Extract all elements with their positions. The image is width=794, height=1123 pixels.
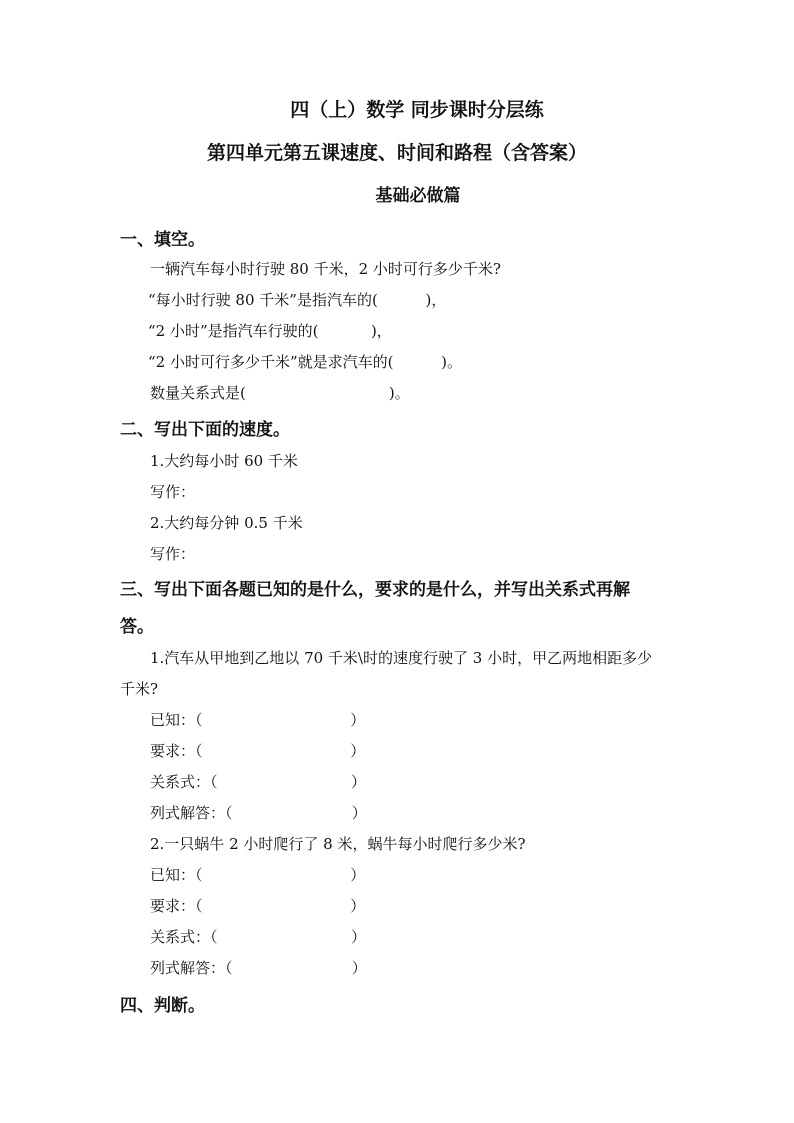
s3-p1-relation: 关系式：（ ） <box>150 773 367 791</box>
s3-problem-1: 1.汽车从甲地到乙地以 70 千米\时的速度行驶了 3 小时，甲乙两地相距多少 <box>150 649 653 667</box>
s3-p1-known: 已知：（ ） <box>150 711 366 729</box>
s3-p1-ask: 要求：（ ） <box>150 742 366 760</box>
s2-item-1: 1.大约每小时 60 千米 <box>150 452 298 470</box>
difficulty-level: 基础必做篇 <box>375 186 461 206</box>
s1-problem: 一辆汽车每小时行驶 80 千米，2 小时可行多少千米? <box>150 260 501 278</box>
s1-blank-speed: “每小时行驶 80 千米”是指汽车的( )， <box>148 291 447 309</box>
s2-write-1: 写作： <box>150 483 196 501</box>
section-2-heading: 二、写出下面的速度。 <box>120 420 290 440</box>
section-3-heading-cont: 答。 <box>120 617 154 637</box>
section-1-heading: 一、填空。 <box>120 230 205 250</box>
s1-blank-distance: “2 小时可行多少千米”就是求汽车的( )。 <box>148 353 463 371</box>
s2-item-2: 2.大约每分钟 0.5 千米 <box>150 514 303 532</box>
s1-blank-time: “2 小时”是指汽车行驶的( )， <box>148 322 392 340</box>
s2-write-2: 写作： <box>150 545 196 563</box>
s1-blank-relation: 数量关系式是( )。 <box>150 384 410 402</box>
s3-problem-2: 2.一只蜗牛 2 小时爬行了 8 米，蜗牛每小时爬行多少米? <box>150 835 526 853</box>
s3-problem-1-cont: 千米? <box>120 680 159 698</box>
s3-p2-relation: 关系式：（ ） <box>150 928 367 946</box>
section-3-heading: 三、写出下面各题已知的是什么，要求的是什么，并写出关系式再解 <box>120 580 630 600</box>
s3-p2-solution: 列式解答：（ ） <box>150 959 367 977</box>
section-4-heading: 四、判断。 <box>120 996 205 1016</box>
s3-p2-known: 已知：（ ） <box>150 866 366 884</box>
s3-p1-solution: 列式解答：（ ） <box>150 804 367 822</box>
worksheet-title: 四（上）数学 同步课时分层练 <box>290 99 544 121</box>
lesson-subtitle: 第四单元第五课速度、时间和路程（含答案） <box>206 142 587 164</box>
s3-p2-ask: 要求：（ ） <box>150 897 366 915</box>
